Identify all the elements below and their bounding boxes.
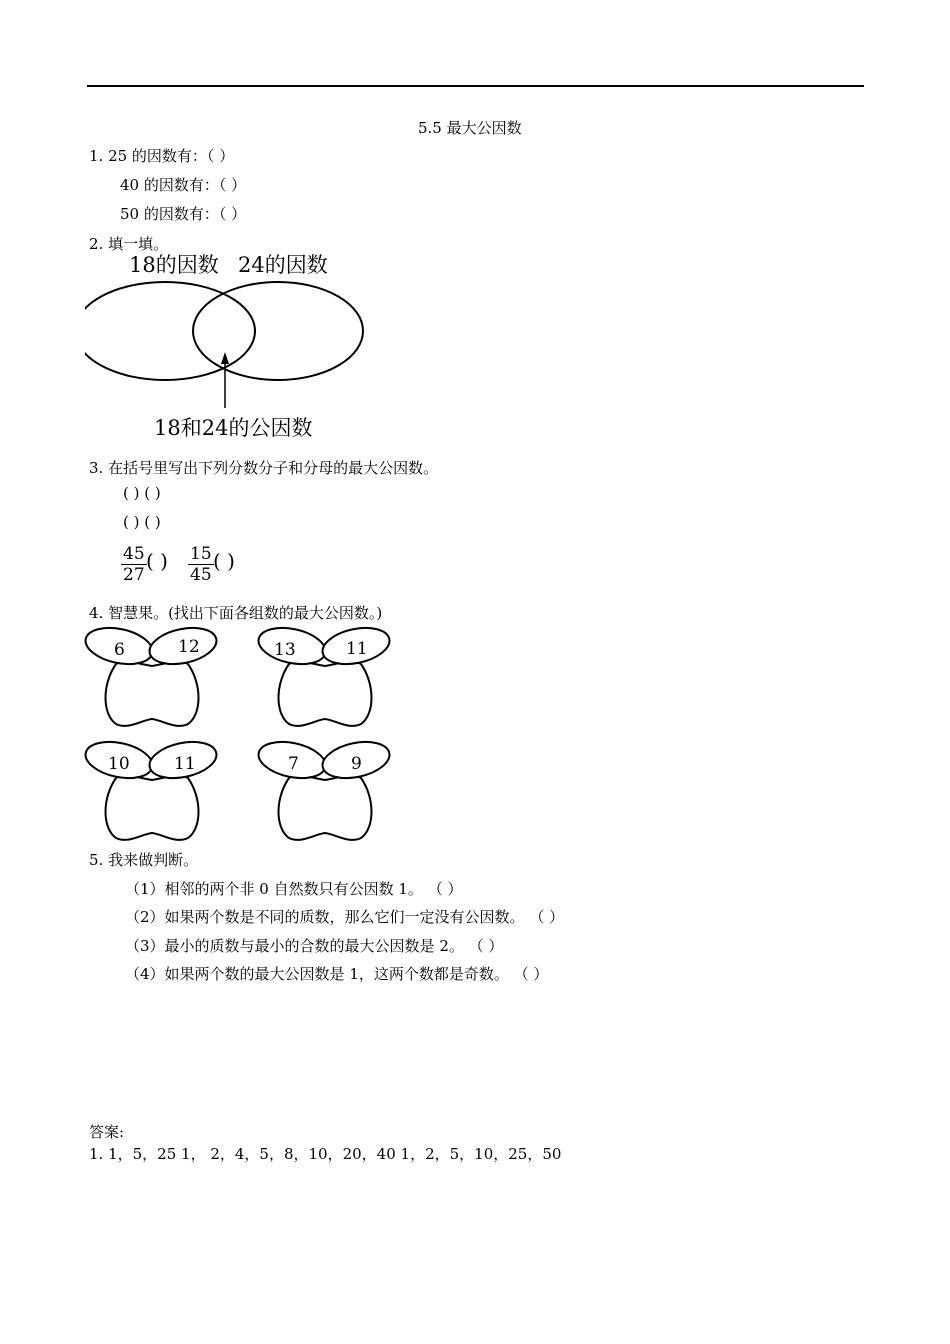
q5-item-4: （4）如果两个数的最大公因数是 1，这两个数都是奇数。 （ ） xyxy=(125,965,549,983)
fraction-2-numerator: 15 xyxy=(190,544,212,564)
fruit-1-left: 6 xyxy=(114,640,125,660)
q5-title: 5. 我来做判断。 xyxy=(89,851,199,869)
venn-label-left: 18的因数 xyxy=(129,253,219,277)
fraction-1-numerator: 45 xyxy=(123,544,145,564)
fraction-2-denominator: 45 xyxy=(190,565,212,585)
answer-text: 1. 1，5，25 1， 2，4，5，8，10，20，40 1，2，5，10，25，50 xyxy=(89,1145,562,1163)
venn-ellipse-left xyxy=(85,282,255,380)
fraction-1-answer-paren: ( ) xyxy=(146,549,168,573)
wisdom-fruits xyxy=(84,622,404,842)
q2-title: 2. 填一填。 xyxy=(89,235,169,253)
fruit-1-right: 12 xyxy=(178,637,200,657)
q1-line1: 1. 25 的因数有：（ ） xyxy=(89,147,235,165)
q5-item-1: （1）相邻的两个非 0 自然数只有公因数 1。 （ ） xyxy=(125,880,463,898)
fruit-3 xyxy=(84,736,220,840)
q5-item-3: （3）最小的质数与最小的合数的最大公因数是 2。 （ ） xyxy=(125,937,504,955)
q5-item-2: （2）如果两个数是不同的质数，那么它们一定没有公因数。 （ ） xyxy=(125,908,565,926)
fraction-1 xyxy=(121,544,147,585)
q4-title: 4. 智慧果。(找出下面各组数的最大公因数。) xyxy=(89,604,383,622)
q3-row2: ( ) ( ) xyxy=(123,513,161,531)
top-rule xyxy=(87,85,864,87)
fruit-2-left: 13 xyxy=(274,640,296,660)
fruit-4-right: 9 xyxy=(351,754,362,774)
venn-ellipse-right xyxy=(193,282,363,380)
fruit-3-left: 10 xyxy=(108,754,130,774)
q3-row1: ( ) ( ) xyxy=(123,484,161,502)
fruit-4 xyxy=(255,736,393,840)
fraction-1-denominator: 27 xyxy=(123,565,145,585)
answer-label: 答案: xyxy=(89,1123,125,1141)
fruit-1 xyxy=(84,622,220,726)
fraction-2 xyxy=(188,544,214,585)
fruit-4-left: 7 xyxy=(288,754,299,774)
page-title: 5.5 最大公因数 xyxy=(418,119,522,137)
fraction-2-answer-paren: ( ) xyxy=(213,549,235,573)
fruit-3-right: 11 xyxy=(174,754,196,774)
fruit-2-right: 11 xyxy=(346,639,368,659)
q3-title: 3. 在括号里写出下列分数分子和分母的最大公因数。 xyxy=(89,459,439,477)
venn-label-bottom: 18和24的公因数 xyxy=(154,416,313,440)
venn-diagram xyxy=(85,248,385,443)
venn-label-right: 24的因数 xyxy=(238,253,328,277)
venn-arrow-head xyxy=(221,352,229,364)
q1-line2: 40 的因数有：（ ） xyxy=(120,176,247,194)
fruit-2 xyxy=(255,622,393,726)
q1-line3: 50 的因数有：（ ） xyxy=(120,205,247,223)
